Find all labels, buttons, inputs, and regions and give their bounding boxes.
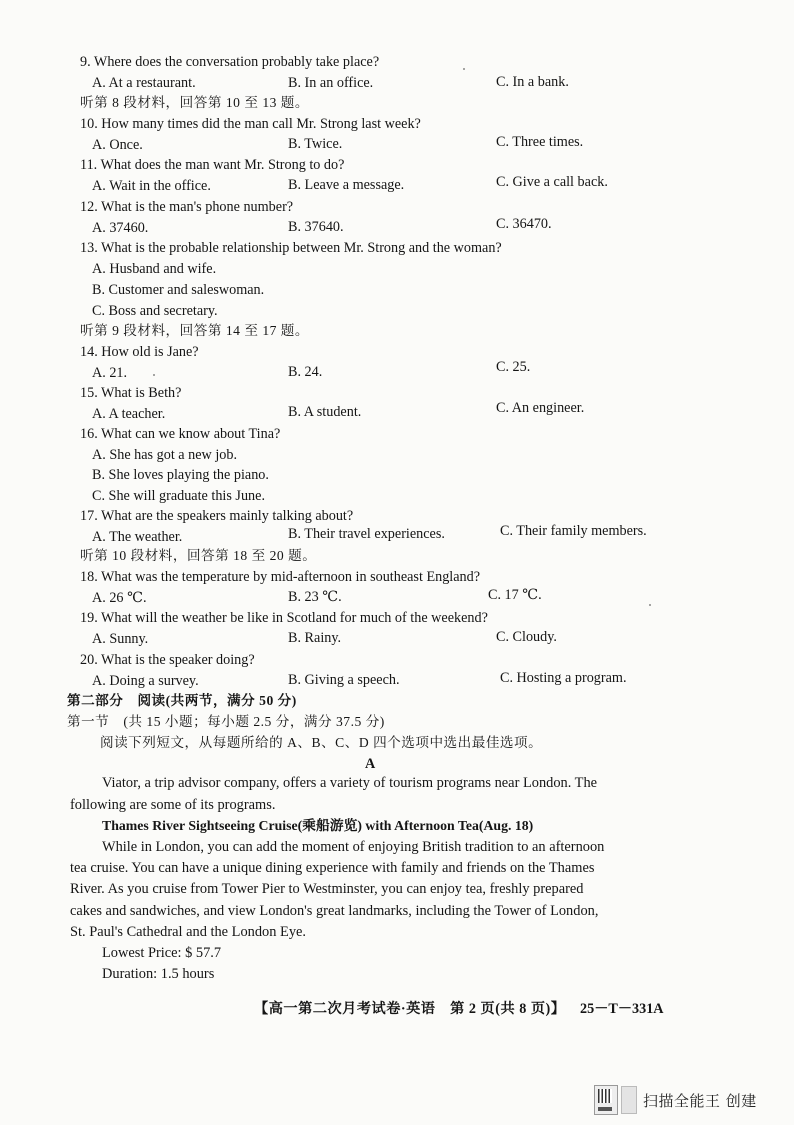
listening-instruction-8: 听第 8 段材料，回答第 10 至 13 题。 bbox=[80, 95, 309, 110]
question-14-option-b: B. 24. bbox=[288, 364, 323, 380]
passage-intro-line-2: following are some of its programs. bbox=[70, 797, 276, 813]
program-body-line-1: While in London, you can add the moment of enjoying British tradition to an afternoon bbox=[102, 839, 605, 855]
part-two-title: 第二部分 阅读(共两节，满分 50 分) bbox=[67, 693, 297, 708]
page-footer-code: 25－T－331A bbox=[580, 1001, 664, 1017]
question-20-option-b: B. Giving a speech. bbox=[288, 672, 400, 688]
question-12-stem: 12. What is the man's phone number? bbox=[80, 199, 294, 215]
listening-instruction-10: 听第 10 段材料，回答第 18 至 20 题。 bbox=[80, 548, 317, 563]
question-10-option-b: B. Twice. bbox=[288, 136, 343, 152]
program-body-line-4: cakes and sandwiches, and view London's great landmarks, including the Tower of London, bbox=[70, 903, 599, 919]
question-17-option-b: B. Their travel experiences. bbox=[288, 526, 445, 542]
question-10-option-c: C. Three times. bbox=[496, 134, 584, 150]
question-13-stem: 13. What is the probable relationship between Mr. Strong and the woman? bbox=[80, 240, 502, 256]
program-duration: Duration: 1.5 hours bbox=[102, 966, 215, 982]
scanner-watermark bbox=[594, 1085, 774, 1115]
question-17-stem: 17. What are the speakers mainly talking about? bbox=[80, 508, 354, 524]
program-price: Lowest Price: $ 57.7 bbox=[102, 945, 222, 961]
question-14-option-c: C. 25. bbox=[496, 359, 531, 375]
reading-directions: 阅读下列短文，从每题所给的 A、B、C、D 四个选项中选出最佳选项。 bbox=[100, 735, 543, 750]
question-9-option-c: C. In a bank. bbox=[496, 74, 569, 90]
question-14-option-a: A. 21. bbox=[92, 365, 128, 381]
question-16-option-b: B. She loves playing the piano. bbox=[92, 467, 269, 483]
question-19-option-b: B. Rainy. bbox=[288, 630, 342, 646]
question-15-option-b: B. A student. bbox=[288, 404, 362, 420]
program-title: Thames River Sightseeing Cruise(乘船游览) with Afternoon Tea(Aug. 18) bbox=[102, 818, 534, 833]
question-11-option-b: B. Leave a message. bbox=[288, 177, 405, 193]
question-9-option-b: B. In an office. bbox=[288, 75, 374, 91]
section-one-title: 第一节 (共 15 小题；每小题 2.5 分，满分 37.5 分) bbox=[67, 714, 385, 729]
question-18-option-b: B. 23 ℃. bbox=[288, 589, 342, 605]
passage-intro-line-1: Viator, a trip advisor company, offers a variety of tourism programs near London. The bbox=[102, 775, 598, 791]
question-16-stem: 16. What can we know about Tina? bbox=[80, 426, 281, 442]
question-18-stem: 18. What was the temperature by mid-afternoon in southeast England? bbox=[80, 569, 481, 585]
question-19-option-c: C. Cloudy. bbox=[496, 629, 557, 645]
passage-letter: A bbox=[365, 756, 376, 772]
question-20-option-a: A. Doing a survey. bbox=[92, 673, 199, 689]
question-14-stem: 14. How old is Jane? bbox=[80, 344, 199, 360]
listening-instruction-9: 听第 9 段材料，回答第 14 至 17 题。 bbox=[80, 323, 309, 338]
question-11-stem: 11. What does the man want Mr. Strong to do? bbox=[80, 157, 345, 173]
qr-code-icon bbox=[594, 1085, 618, 1115]
scan-speck bbox=[463, 68, 465, 70]
question-20-stem: 20. What is the speaker doing? bbox=[80, 652, 255, 668]
question-18-option-c: C. 17 ℃. bbox=[488, 587, 542, 603]
question-19-stem: 19. What will the weather be like in Scotland for much of the weekend? bbox=[80, 610, 488, 626]
question-18-option-a: A. 26 ℃. bbox=[92, 590, 147, 606]
question-11-option-a: A. Wait in the office. bbox=[92, 178, 211, 194]
program-body-line-2: tea cruise. You can have a unique dining experience with family and friends on the Thames bbox=[70, 860, 595, 876]
question-11-option-c: C. Give a call back. bbox=[496, 174, 608, 190]
question-10-stem: 10. How many times did the man call Mr. Strong last week? bbox=[80, 116, 421, 132]
question-10-option-a: A. Once. bbox=[92, 137, 143, 153]
question-9-option-a: A. At a restaurant. bbox=[92, 75, 196, 91]
page-footer-title: 【高一第二次月考试卷·英语 第 2 页(共 8 页)】 bbox=[254, 1001, 566, 1017]
question-15-option-c: C. An engineer. bbox=[496, 400, 585, 416]
program-body-line-5: St. Paul's Cathedral and the London Eye. bbox=[70, 924, 306, 940]
scan-speck bbox=[649, 604, 651, 606]
question-19-option-a: A. Sunny. bbox=[92, 631, 149, 647]
watermark-text: 扫描全能王 创建 bbox=[643, 1091, 757, 1110]
program-body-line-3: River. As you cruise from Tower Pier to Westminster, you can enjoy tea, freshly prepared bbox=[70, 881, 584, 897]
app-logo-icon bbox=[621, 1086, 637, 1114]
question-9-stem: 9. Where does the conversation probably take place? bbox=[80, 54, 380, 70]
question-15-option-a: A. A teacher. bbox=[92, 406, 166, 422]
question-13-option-a: A. Husband and wife. bbox=[92, 261, 217, 277]
question-12-option-a: A. 37460. bbox=[92, 220, 149, 236]
question-12-option-c: C. 36470. bbox=[496, 216, 552, 232]
question-20-option-c: C. Hosting a program. bbox=[500, 670, 627, 686]
question-15-stem: 15. What is Beth? bbox=[80, 385, 182, 401]
question-16-option-c: C. She will graduate this June. bbox=[92, 488, 265, 504]
question-16-option-a: A. She has got a new job. bbox=[92, 447, 238, 463]
question-12-option-b: B. 37640. bbox=[288, 219, 344, 235]
question-13-option-c: C. Boss and secretary. bbox=[92, 303, 218, 319]
question-13-option-b: B. Customer and saleswoman. bbox=[92, 282, 265, 298]
question-17-option-c: C. Their family members. bbox=[500, 523, 647, 539]
scan-speck bbox=[153, 374, 155, 376]
question-17-option-a: A. The weather. bbox=[92, 529, 183, 545]
